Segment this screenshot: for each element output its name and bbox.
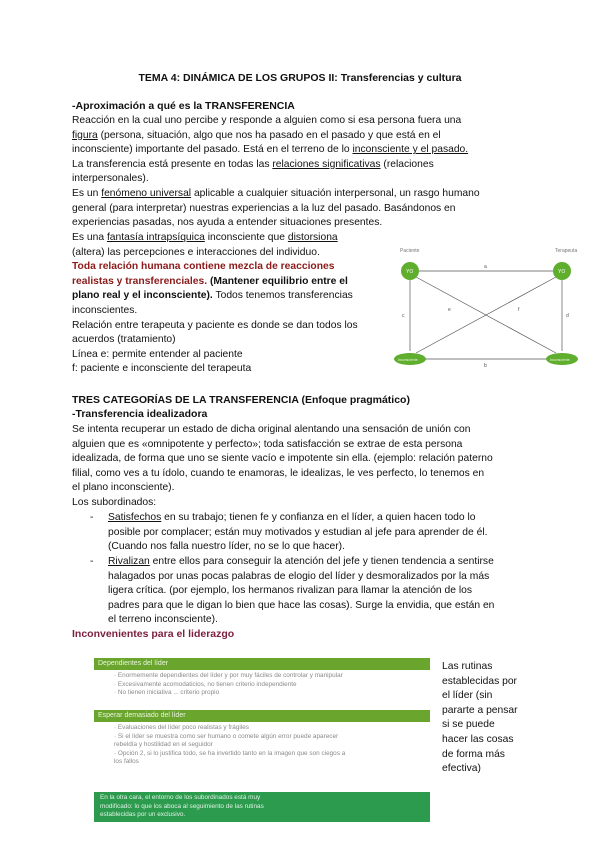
text: entre ellos para conseguir la atención del jefe y tienen tendencia a sentirse: [149, 556, 494, 567]
line: [72, 231, 392, 246]
underlined-term: Satisfechos: [108, 512, 162, 523]
line: general (para interpretar) nuestras experiencias a la luz del pasado. Basándonos en: [72, 202, 456, 214]
node-therapist-unconscious-label: Inconsciente: [550, 358, 570, 362]
label-c: c: [402, 313, 405, 319]
list-esperar-demasiado: [114, 724, 414, 767]
line: [72, 187, 532, 202]
text: (relaciones: [380, 158, 434, 170]
section-heading-categorias: TRES CATEGORÍAS DE LA TRANSFERENCIA (Enfoque pragmático): [72, 394, 410, 406]
line: [108, 511, 528, 526]
leadership-infographic: [94, 652, 430, 830]
line: modificado: lo que los aboca al seguimiento de las rutinas: [100, 802, 264, 810]
transference-diagram: [390, 243, 590, 373]
line: si se puede: [442, 719, 495, 731]
label-e: e: [448, 307, 451, 313]
list-item: · Evaluaciones del líder poco realistas y frágiles: [114, 724, 249, 731]
underlined-term: inconsciente y el pasado.: [352, 144, 469, 156]
underlined-term: Rivalizan: [108, 556, 150, 567]
bullet-dash: -: [90, 512, 94, 523]
line: (altera) las percepciones e interacciones del individuo.: [72, 246, 320, 258]
text: Todos tenemos transferencias: [212, 290, 353, 302]
underlined-term: fantasía intrapsíquica: [106, 232, 205, 243]
line: el terreno inconsciente).: [108, 614, 218, 626]
line-highlight: Toda relación humana contiene mezcla de reacciones: [72, 261, 335, 273]
node-patient-yo-label: YO: [406, 269, 414, 275]
list-item: los fallos: [114, 758, 139, 765]
underlined-term: figura: [72, 129, 98, 141]
line: Reacción en la cual uno percibe y responde a alguien como si esa persona fuera una: [72, 115, 462, 126]
text: en su trabajo; tienen fe y confianza en el líder, a quien hacen todo lo: [161, 512, 476, 523]
line: padres para que le digan lo bien que hace las cosas). Surge la envidia, que están en: [108, 599, 495, 611]
line: interpersonales).: [72, 173, 149, 185]
text: inconsciente que: [204, 232, 285, 243]
line: posible por complacer; están muy motivados y estudian al jefe para aprender de él.: [108, 526, 488, 538]
line: el plano inconsciente).: [72, 482, 175, 494]
node-patient-unconscious-label: Inconsciente: [398, 358, 418, 362]
list-dependientes: [114, 672, 414, 698]
line: idealizada, de forma que uno se siente vacío e impotente sin ella. (ejemplo: relación paterno: [72, 453, 493, 465]
text: La transferencia está presente en todas las: [72, 158, 270, 170]
diagram-label-right: Terapeuta: [555, 248, 578, 254]
heading-inconvenientes: Inconvenientes para el liderazgo: [72, 628, 235, 640]
highlight: realistas y transferenciales.: [72, 275, 208, 287]
line: acuerdos (tratamiento): [72, 334, 176, 346]
bullet-text: [108, 511, 528, 555]
list-item: · Enormemente dependientes del líder y por muy fáciles de controlar y manipular: [114, 672, 343, 679]
line: establecidas por un exclusivo.: [100, 811, 186, 818]
band-dependientes: Dependientes del líder: [94, 658, 430, 670]
paragraph-intro: [72, 114, 532, 231]
line: [108, 555, 528, 570]
underlined-term: relaciones significativas: [272, 158, 381, 170]
line: Relación entre terapeuta y paciente es donde se dan todos los: [72, 319, 358, 331]
line: filial, como ves a tu ídolo, cuando te enamoras, le idealizas, le ves perfecto, lo tenemos en: [72, 467, 485, 479]
line: (Cuando nos falla nuestro líder, no se lo que hacer).: [108, 541, 345, 553]
label-f: f: [518, 307, 520, 313]
line: Las rutinas: [442, 661, 493, 672]
text: aplicable a cualquier situación interpersonal, un rasgo humano: [191, 187, 480, 199]
line: ligera crítica. (por ejemplo, los hermanos rivalizan para llamar la atención de los: [108, 585, 472, 597]
text: inconsciente) importante del pasado. Está en el terreno de lo: [72, 144, 350, 156]
underlined-term: fenómeno universal: [101, 187, 192, 199]
bullet-text: [108, 555, 528, 628]
line: efectiva): [442, 763, 481, 775]
label-a: a: [484, 264, 487, 270]
band-esperar-demasiado: Esperar demasiado del líder: [94, 710, 430, 722]
line: [72, 289, 392, 304]
line: Los subordinados:: [72, 496, 157, 508]
line: de forma más: [442, 748, 505, 760]
line: halagados por unas pocas palabras de elogio del líder y desmoralizados por la más: [108, 570, 490, 582]
list-item: · Opción 2, si lo justifica todo, se ha invertido tanto en la imagen que son ciegos a: [114, 749, 346, 757]
text: Es un: [72, 187, 99, 199]
list-item: · Si el líder se muestra como ser humano o comete algún error puede aparecer: [114, 732, 339, 740]
diagram-label-left: Paciente: [400, 248, 420, 254]
bold-text: (Mantener equilibrio entre el: [207, 275, 348, 287]
line: En la otra cara, el entorno de los subordinados está muy: [100, 794, 261, 801]
node-therapist-yo-label: YO: [558, 269, 566, 275]
line: inconscientes.: [72, 304, 138, 316]
line: hacer las cosas: [442, 733, 514, 745]
page-title: TEMA 4: DINÁMICA DE LOS GRUPOS II: Transferencias y cultura: [138, 72, 462, 84]
line: Línea e: permite entender al paciente: [72, 348, 243, 360]
line: [72, 129, 532, 144]
text: (persona, situación, algo que nos ha pasado en el pasado y que está en el: [97, 129, 441, 141]
subsection-heading-idealizadora: -Transferencia idealizadora: [72, 408, 208, 420]
label-d: d: [566, 313, 569, 319]
bold-text: plano real y el inconsciente).: [72, 290, 213, 302]
section-heading-transferencia: -Aproximación a qué es la TRANSFERENCIA: [72, 100, 295, 112]
line: alguien que es «omnipotente y perfecto»; toda satisfacción se extrae de esta persona: [72, 438, 463, 450]
line: el líder (sin: [442, 690, 493, 702]
line: f: paciente e inconsciente del terapeuta: [72, 363, 252, 375]
line: [72, 158, 532, 173]
list-item: · No tienen iniciativa ... criterio propio: [114, 689, 220, 696]
side-note: [442, 660, 532, 777]
list-item: rebeldía y hostilidad en el seguidor: [114, 741, 213, 748]
line: [72, 275, 392, 290]
paragraph-fantasia: [72, 231, 392, 377]
underlined-term: distorsiona: [287, 232, 338, 243]
line: [72, 143, 532, 158]
green-summary-box: [94, 792, 430, 822]
line: Se intenta recuperar un estado de dicha original alentando una sensación de unión con: [72, 424, 471, 435]
text: Es una: [72, 232, 105, 243]
line: establecidas por: [442, 675, 517, 687]
label-b: b: [484, 363, 487, 369]
list-item: · Excesivamente acomodaticios, no tienen criterio independiente: [114, 680, 297, 688]
bullet-dash: -: [90, 556, 94, 567]
line: experiencias pasadas, nos ayuda a entender situaciones presentes.: [72, 217, 383, 229]
line: pararte a pensar: [442, 704, 518, 716]
paragraph-idealizadora: [72, 423, 532, 511]
